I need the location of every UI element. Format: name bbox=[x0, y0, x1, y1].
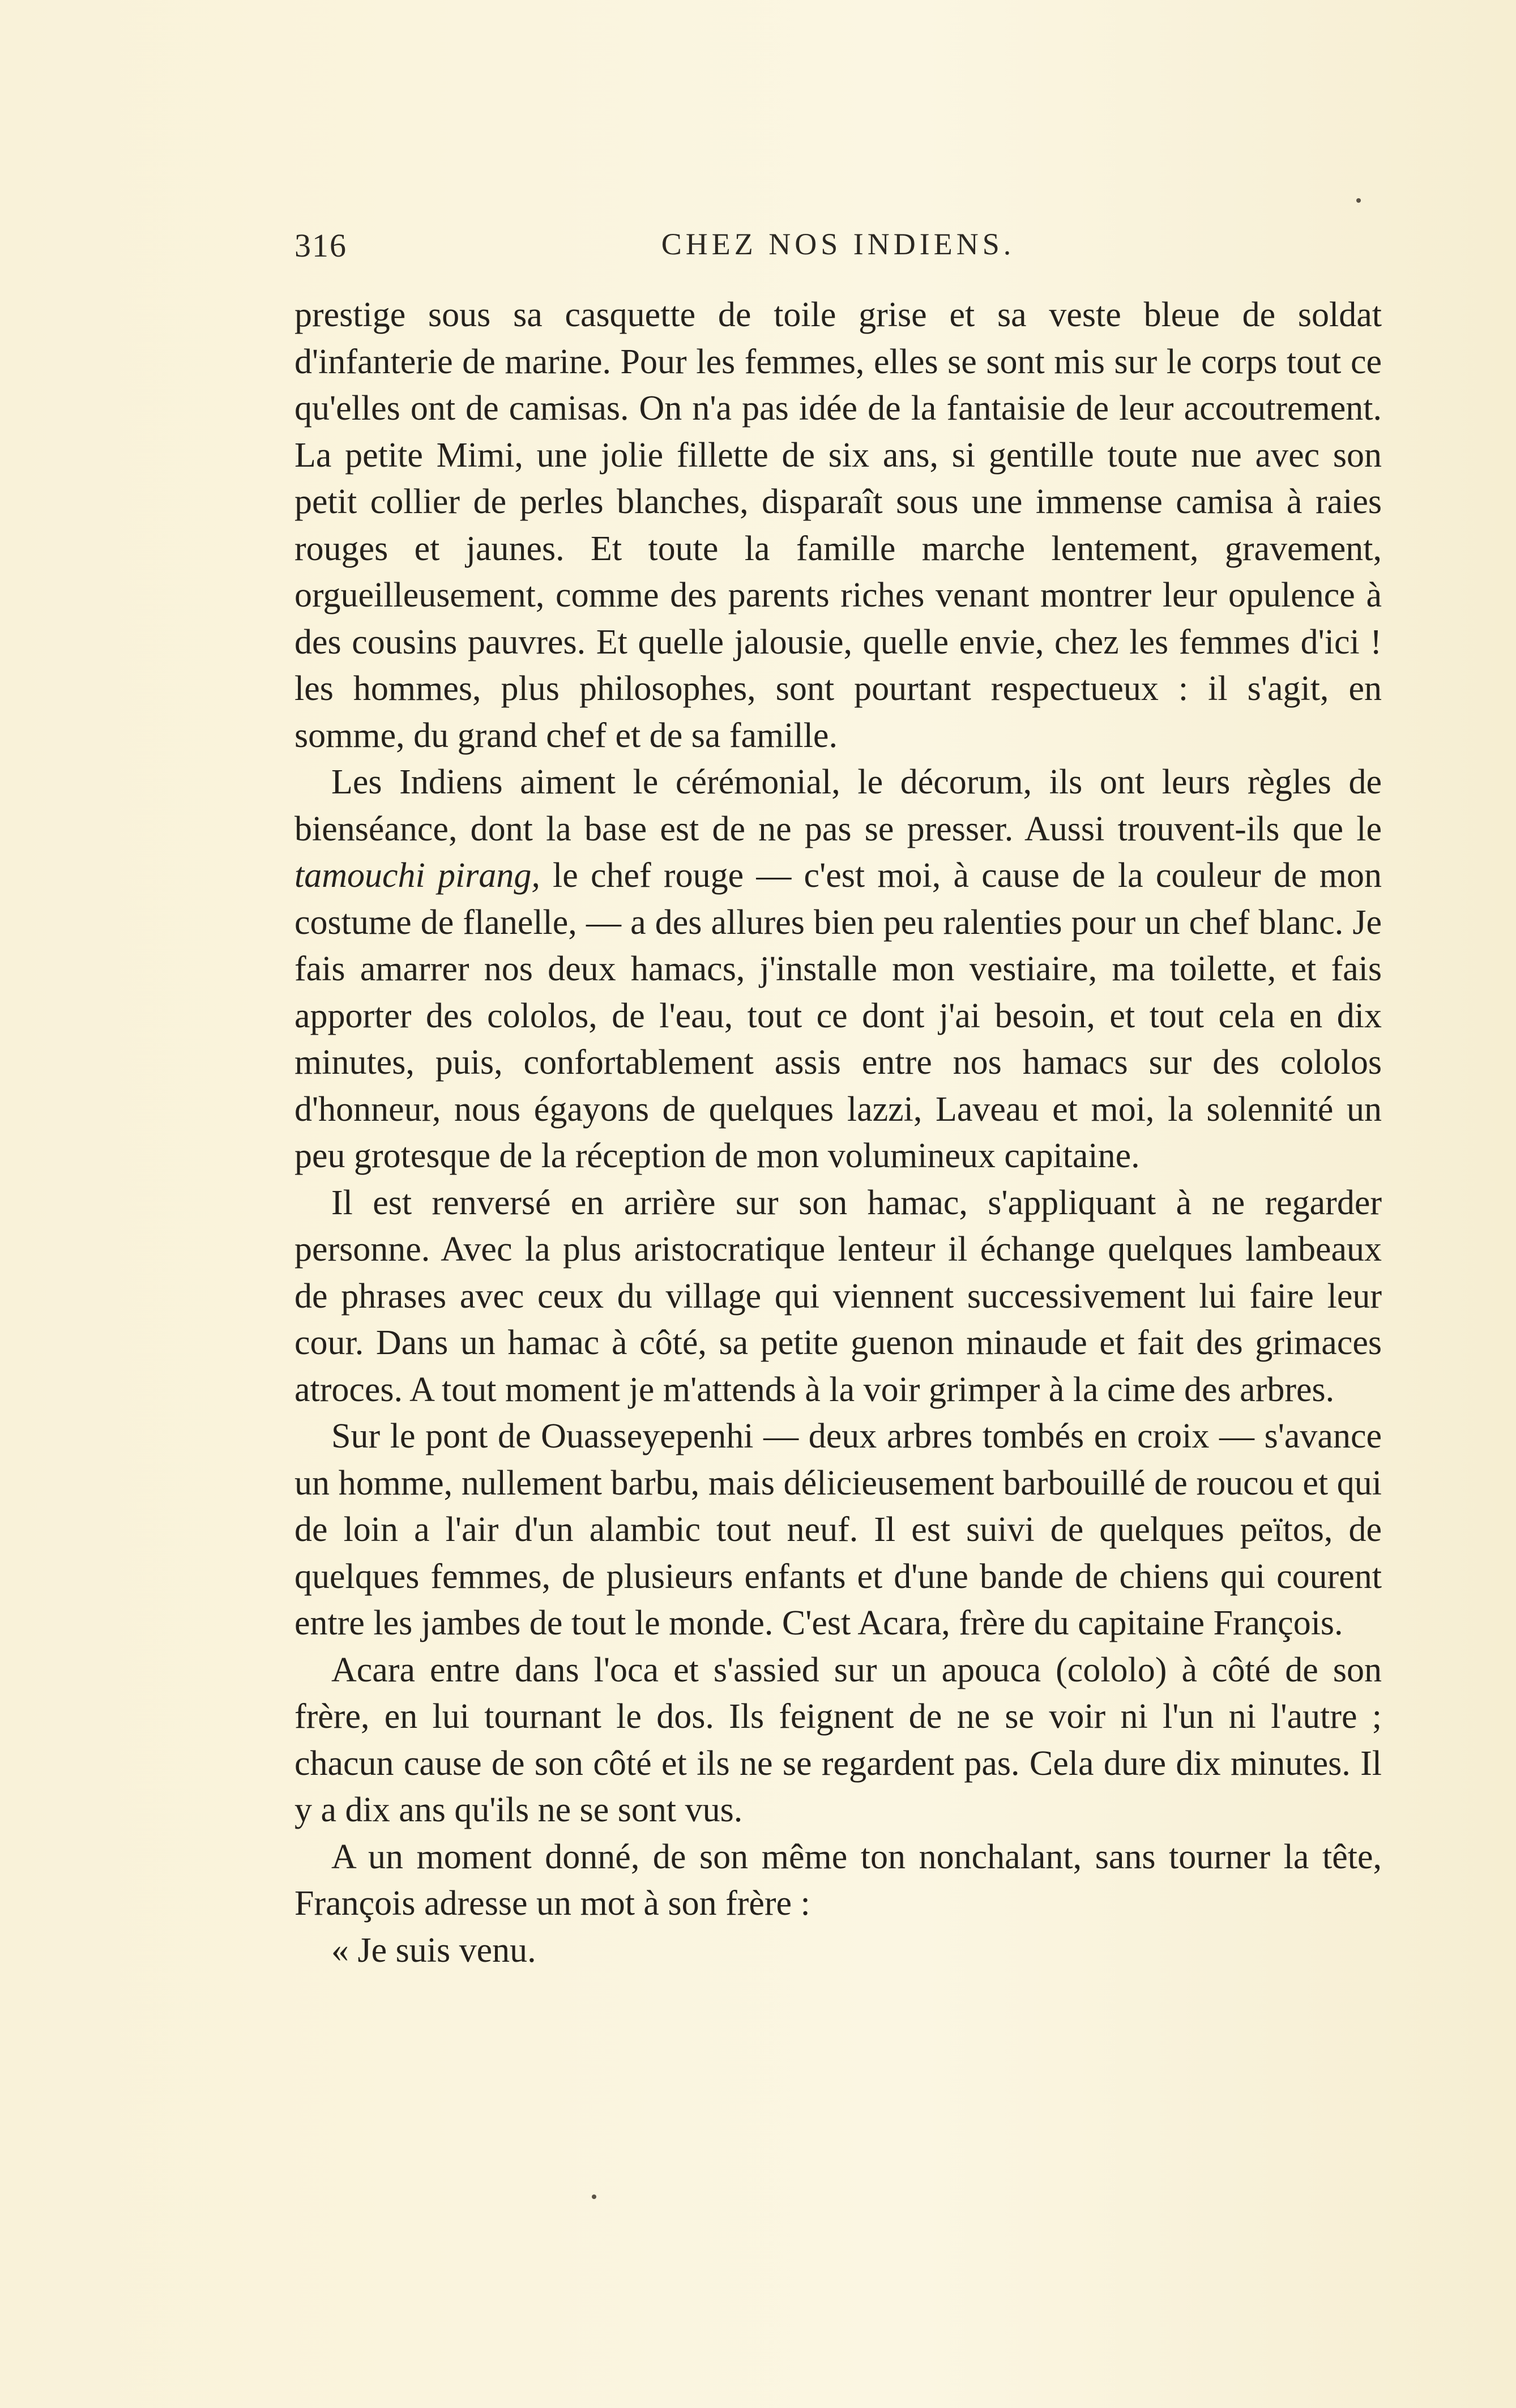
paragraph-text: prestige sous sa casquette de toile grise et sa veste bleue de soldat d'infanterie de marine. Pour les femmes, elles se sont mis sur le corps tout ce qu'elles ont de camisas. On n'a pas idée de la fantaisie de leur accoutrement. La petite Mimi, une jolie fillette de six ans, si gentille toute nue avec son petit collier de perles blanches, disparaît sous une immense camisa à raies rouges et jaunes. Et toute la famille marche lentement, gravement, orgueilleusement, comme des parents riches venant montrer leur opulence à des cousins pauvres. Et quelle jalousie, quelle envie, chez les femmes d'ici ! les hommes, plus philosophes, sont pourtant respectueux : il s'agit, en somme, du grand chef et de sa famille. bbox=[294, 296, 1382, 755]
paragraph-text: Acara entre dans l'oca et s'assied sur un apouca (cololo) à côté de son frère, en lui tournant le dos. Ils feignent de ne se voir ni l'un ni l'autre ; chacun cause de son côté et ils ne se regardent pas. Cela dure dix minutes. Il y a dix ans qu'ils ne se sont vus. bbox=[294, 1650, 1382, 1829]
paragraph-2 bbox=[294, 759, 1382, 1180]
page-header bbox=[294, 227, 1382, 277]
paragraph-7 bbox=[294, 1927, 1382, 1974]
paragraph-text: A un moment donné, de son même ton nonchalant, sans tourner la tête, François adresse un mot à son frère : bbox=[294, 1837, 1382, 1923]
paragraph-5 bbox=[294, 1647, 1382, 1834]
page-number: 316 bbox=[294, 227, 347, 264]
body-text bbox=[294, 292, 1382, 1974]
paragraph-text: Il est renversé en arrière sur son hamac, s'appliquant à ne regarder personne. Avec la plus aristocratique lenteur il échange quelques lambeaux de phrases avec ceux du village qui viennent successivement lui faire leur cour. Dans un hamac à côté, sa petite guenon minaude et fait des grimaces atroces. A tout moment je m'attends à la voir grimper à la cime des arbres. bbox=[294, 1183, 1382, 1409]
paragraph-text: Les Indiens aiment le cérémonial, le décorum, ils ont leurs règles de bienséance, dont la base est de ne pas se presser. Aussi trouvent-ils que le bbox=[294, 763, 1382, 848]
paragraph-text: « Je suis venu. bbox=[331, 1931, 536, 1970]
paragraph-text: Sur le pont de Ouasseyepenhi — deux arbres tombés en croix — s'avance un homme, nullement barbu, mais délicieusement barbouillé de roucou et qui de loin a l'air d'un alambic tout neuf. Il est suivi de quelques peïtos, de quelques femmes, de plusieurs enfants et d'une bande de chiens qui courent entre les jambes de tout le monde. C'est Acara, frère du capitaine François. bbox=[294, 1417, 1382, 1642]
ink-speck bbox=[1356, 198, 1361, 203]
paragraph-text: le chef rouge — c'est moi, à cause de la couleur de mon costume de flanelle, — a des allures bien peu ralenties pour un chef blanc. Je fais amarrer nos deux hamacs, j'installe mon vestiaire, ma toilette, et fais apporter des cololos, de l'eau, tout ce dont j'ai besoin, et tout cela en dix minutes, puis, confortablement assis entre nos hamacs sur des cololos d'honneur, nous égayons de quelques lazzi, Laveau et moi, la solennité un peu grotesque de la réception de mon volumineux capitaine. bbox=[294, 856, 1382, 1175]
paragraph-3 bbox=[294, 1180, 1382, 1414]
paragraph-6 bbox=[294, 1834, 1382, 1927]
italic-phrase: tamouchi pirang, bbox=[294, 856, 540, 895]
ink-speck bbox=[592, 2194, 596, 2199]
paragraph-1 bbox=[294, 292, 1382, 759]
paragraph-4 bbox=[294, 1413, 1382, 1647]
running-title: CHEZ NOS INDIENS. bbox=[661, 227, 1015, 261]
